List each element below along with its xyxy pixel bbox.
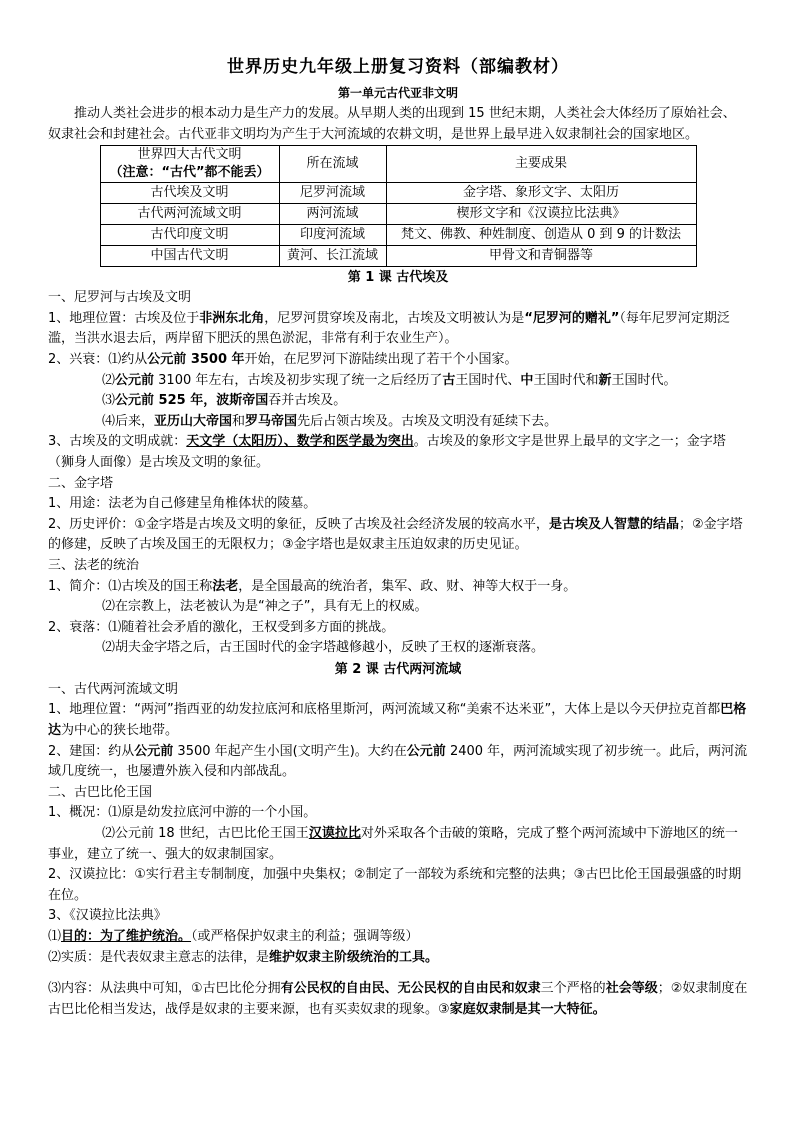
spacer (48, 968, 748, 979)
section-heading: 二、金字塔 (48, 475, 114, 491)
table-cell: 金字塔、象形文字、太阳历 (386, 183, 696, 204)
table-cell: 中国古代文明 (100, 246, 279, 267)
lesson-1-title: 第 1 课 古代埃及 (347, 270, 449, 286)
table-header-cell: 所在流域 (279, 146, 386, 183)
lesson-2-title: 第 2 课 古代两河流域 (334, 661, 462, 677)
table-header-row (100, 146, 696, 183)
paragraph: 2、兴衰：⑴约从公元前 3500 年开始，在尼罗河下游陆续出现了若干个小国家。 (48, 351, 518, 367)
paragraph: 1、用途：法老为自己修建呈角椎体状的陵墓。 (48, 496, 317, 512)
paragraph: 2、衰落：⑴随着社会矛盾的激化，王权受到多方面的挑战。 (48, 619, 395, 635)
paragraph: ⑶公元前 525 年，波斯帝国吞并古埃及。 (102, 393, 347, 409)
table-cell: 甲骨文和青铜器等 (386, 246, 696, 267)
paragraph: ⑵在宗教上，法老被认为是“神之子”，具有无上的权威。 (102, 599, 428, 615)
paragraph: ⑵胡夫金字塔之后，古王国时代的金字塔越修越小，反映了王权的逐渐衰落。 (102, 640, 545, 656)
paragraph: 1、地理位置：“两河”指西亚的幼发拉底河和底格里斯河，两河流域又称“美索不达米亚”，大体上是以今天伊拉克首都巴格达为中心的狭长地带。 (48, 702, 747, 739)
paragraph: ⑴目的：为了维护统治。（或严格保护奴隶主的利益；强调等级） (48, 929, 419, 944)
paragraph: 2、建国：约从公元前 3500 年起产生小国(文明产生)。大约在公元前 2400 年，两河流域实现了初步统一。此后，两河流域几度统一，也屡遭外族入侵和内部战乱。 (48, 743, 748, 780)
table-header-cell (100, 146, 279, 183)
table-cell: 古代印度文明 (100, 225, 279, 246)
paragraph: 3、古埃及的文明成就：天文学（太阳历）、数学和医学最为突出。古埃及的象形文字是世界上最早的文字之一；金字塔（狮身人面像）是古埃及文明的象征。 (48, 434, 726, 470)
table-cell: 两河流域 (279, 204, 386, 225)
paragraph: ⑵公元前 18 世纪，古巴比伦王国王汉谟拉比对外采取各个击破的策略，完成了整个两河流域中下游地区的统一事业，建立了统一、强大的奴隶制国家。 (48, 826, 738, 862)
table-cell: 梵文、佛教、种姓制度、创造从 0 到 9 的计数法 (386, 225, 696, 246)
unit-intro: 推动人类社会进步的根本动力是生产力的发展。从早期人类的出现到 15 世纪末期，人类社会大体经历了原始社会、奴隶社会和封建社会。古代亚非文明均为产生于大河流域的农耕文明，是世界上最早进入奴隶制社会的国家地区。 (48, 106, 736, 142)
section-heading: 二、古巴比伦王国 (48, 784, 153, 800)
section-heading: 一、古代两河流域文明 (48, 681, 179, 697)
paragraph: 1、概况：⑴原是幼发拉底河中游的一个小国。 (48, 805, 317, 821)
document-page (48, 56, 748, 1020)
table-cell: 尼罗河流域 (279, 183, 386, 204)
section-heading: 3、《汉谟拉比法典》 (48, 908, 167, 924)
paragraph: 1、简介：⑴古埃及的国王称法老，是全国最高的统治者，集军、政、财、神等大权于一身。 (48, 578, 577, 594)
table-cell: 古代两河流域文明 (100, 204, 279, 225)
table-header-cell: 主要成果 (386, 146, 696, 183)
document-title: 世界历史九年级上册复习资料（部编教材） (227, 57, 569, 77)
paragraph: 1、地理位置：古埃及位于非洲东北角，尼罗河贯穿埃及南北，古埃及文明被认为是“尼罗河的赠礼”（每年尼罗河定期泛滥，当洪水退去后，两岸留下肥沃的黑色淤泥，非常有利于农业生产）。 (48, 310, 730, 347)
paragraph: ⑵实质：是代表奴隶主意志的法律，是维护奴隶主阶级统治的工具。 (48, 949, 439, 965)
table-cell: 印度河流域 (279, 225, 386, 246)
header-note: （注意：“古代”都不能丢） (109, 165, 270, 181)
paragraph: 2、历史评价：①金字塔是古埃及文明的象征，反映了古埃及社会经济发展的较高水平，是古埃及人智慧的结晶；②金字塔的修建，反映了古埃及国王的无限权力；③金字塔也是奴隶主压迫奴隶的历史见证。 (48, 516, 743, 553)
unit-title: 第一单元古代亚非文明 (337, 86, 458, 100)
civilization-table (100, 145, 697, 267)
section-heading: 一、尼罗河与古埃及文明 (48, 290, 192, 306)
paragraph: 2、汉谟拉比：①实行君主专制制度，加强中央集权；②制定了一部较为系统和完整的法典；③古巴比伦王国最强盛的时期在位。 (48, 867, 742, 903)
table-row (100, 183, 696, 204)
table-row (100, 204, 696, 225)
table-cell: 楔形文字和《汉谟拉比法典》 (386, 204, 696, 225)
paragraph: ⑷后来，亚历山大帝国和罗马帝国先后占领古埃及。古埃及文明没有延续下去。 (102, 413, 558, 429)
table-cell: 古代埃及文明 (100, 183, 279, 204)
paragraph: ⑵公元前 3100 年左右，古埃及初步实现了统一之后经历了古王国时代、中王国时代和新王国时代。 (102, 372, 677, 388)
table-row (100, 225, 696, 246)
section-heading: 三、法老的统治 (48, 557, 140, 573)
header-civilization: 世界四大古代文明 (137, 147, 242, 163)
table-row (100, 246, 696, 267)
paragraph: ⑶内容：从法典中可知，①古巴比伦分拥有公民权的自由民、无公民权的自由民和奴隶三个严格的社会等级；②奴隶制度在古巴比伦相当发达，战俘是奴隶的主要来源，也有买卖奴隶的现象。③家庭奴隶制是其一大特征。 (48, 981, 748, 1017)
table-cell: 黄河、长江流域 (279, 246, 386, 267)
